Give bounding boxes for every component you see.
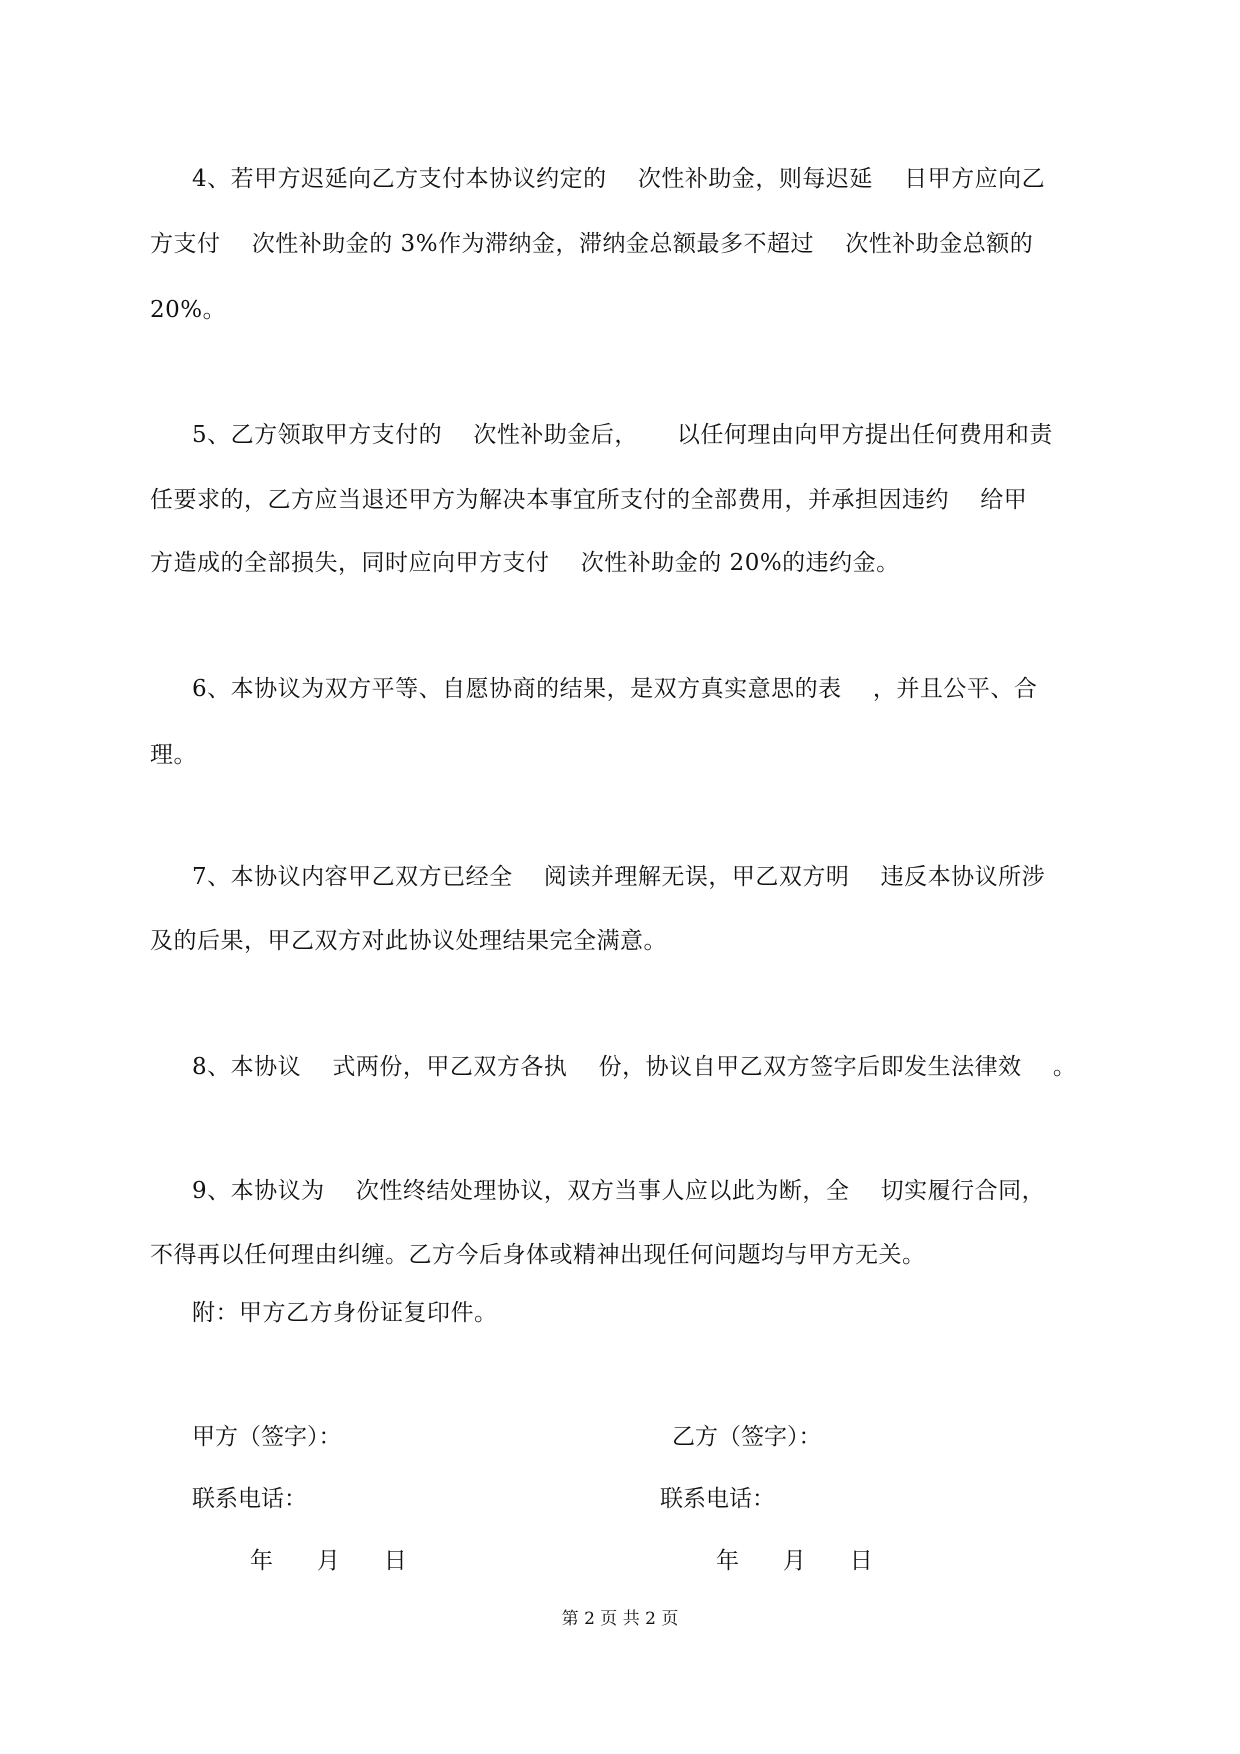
paragraph-5-line-2: 任要求的，乙方应当退还甲方为解决本事宜所支付的全部费用，并承担因违约 给甲	[150, 487, 1028, 513]
party-a-phone-label: 联系电话：	[192, 1486, 307, 1512]
attachment-note: 附：甲方乙方身份证复印件。	[192, 1300, 498, 1326]
paragraph-7-line-1: 7、本协议内容甲乙双方已经全 阅读并理解无误，甲乙双方明 违反本协议所涉	[192, 864, 1046, 890]
paragraph-9-line-1: 9、本协议为 次性终结处理协议，双方当事人应以此为断，全 切实履行合同，	[192, 1178, 1046, 1204]
paragraph-9-line-2: 不得再以任何理由纠缠。乙方今后身体或精神出现任何问题均与甲方无关。	[150, 1242, 926, 1268]
paragraph-4-line-3: 20%。	[150, 297, 227, 323]
paragraph-7-line-2: 及的后果，甲乙双方对此协议处理结果完全满意。	[150, 928, 667, 954]
party-a-signature-label: 甲方（签字）：	[192, 1424, 342, 1450]
paragraph-5-line-1: 5、乙方领取甲方支付的 次性补助金后， 以任何理由向甲方提出任何费用和责	[192, 422, 1053, 448]
paragraph-4-line-1: 4、若甲方迟延向乙方支付本协议约定的 次性补助金，则每迟延 日甲方应向乙	[192, 166, 1046, 192]
page-number-footer: 第 2 页 共 2 页	[561, 1609, 679, 1629]
paragraph-4-line-2: 方支付 次性补助金的 3%作为滞纳金，滞纳金总额最多不超过 次性补助金总额的	[150, 231, 1034, 257]
party-b-phone-label: 联系电话：	[660, 1486, 775, 1512]
paragraph-5-line-3: 方造成的全部损失，同时应向甲方支付 次性补助金的 20%的违约金。	[150, 550, 900, 576]
paragraph-6-line-2: 理。	[150, 742, 197, 768]
party-b-date-line: 年 月 日	[716, 1548, 873, 1574]
party-a-date-line: 年 月 日	[250, 1548, 407, 1574]
paragraph-8-line-1: 8、本协议 式两份，甲乙双方各执 份，协议自甲乙双方签字后即发生法律效 。	[192, 1054, 1077, 1080]
party-b-signature-label: 乙方（签字）：	[672, 1424, 822, 1450]
paragraph-6-line-1: 6、本协议为双方平等、自愿协商的结果，是双方真实意思的表 ，并且公平、合	[192, 676, 1038, 702]
